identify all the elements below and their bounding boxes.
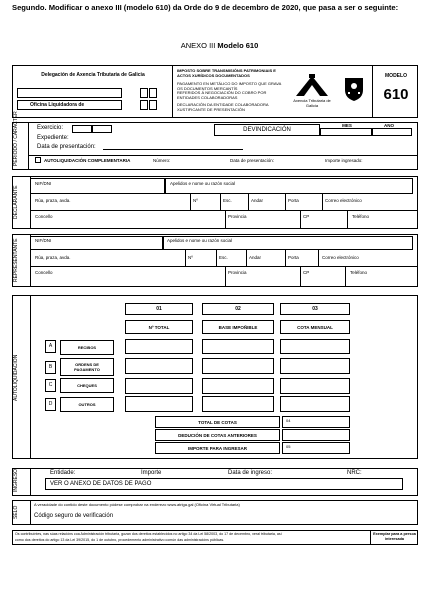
- representante-correo-label: Correo electrónico: [322, 255, 359, 260]
- representante-telefono-label: Teléfono: [350, 270, 368, 275]
- declarante-porta-label: Porta: [288, 198, 299, 203]
- exercicio-field-2[interactable]: [92, 125, 112, 133]
- exemplar-label: Exemplar para a persoa interesada: [373, 532, 416, 541]
- data-presentacion-label: Data de presentación:: [37, 144, 96, 150]
- declarante-telefono-label: Teléfono: [352, 214, 370, 219]
- nrc-label: NRC:: [347, 470, 362, 476]
- codigo-seguro-label: Código seguro de verificación: [34, 513, 114, 519]
- delegacion-code-2[interactable]: [149, 88, 157, 98]
- row-a-label: RECIBOS: [77, 345, 97, 350]
- declarante-num-label: Nº: [193, 198, 198, 203]
- base-imponible-label: BASE IMPOÑIBLE: [218, 325, 258, 330]
- footer-text-2: como dos dereitos do artigo 13 da Lei 39/2015, do 1 de outubro, procedemento administrativo común das administracións públicas.: [15, 538, 225, 542]
- total-cotas-field[interactable]: [282, 416, 350, 428]
- total-cotas-label: TOTAL DE COTAS: [198, 420, 237, 425]
- row-c-n-total[interactable]: [125, 378, 193, 394]
- deducion-field[interactable]: [282, 429, 350, 441]
- modelo-label: MODELO: [385, 73, 407, 79]
- autoliq-complementaria-label: AUTOLIQUIDACIÓN COMPLEMENTARIA: [44, 158, 131, 163]
- ingreso-importe-label: Importe: [141, 470, 162, 476]
- representante-porta-label: Porta: [288, 255, 299, 260]
- row-d-n-total[interactable]: [125, 396, 193, 412]
- row-c-label: CHEQUES: [77, 383, 97, 388]
- data-ingreso-label: Data de ingreso:: [228, 470, 273, 476]
- declarante-nif-label: NIF/DNI: [35, 181, 52, 186]
- row-a-base[interactable]: [202, 339, 274, 354]
- representante-rua-label: Rúa, praza, avda.: [35, 255, 71, 260]
- ver-anexo-label: VER O ANEXO DE DATOS DE PAGO: [50, 481, 152, 487]
- row-c-base[interactable]: [202, 378, 274, 394]
- col-02-code: 02: [235, 306, 241, 312]
- row-b-letter: B: [48, 364, 53, 370]
- row-c-letter: C: [48, 382, 53, 388]
- annex-model: Modelo 610: [217, 41, 259, 50]
- atriga-label: Axencia Tributaria de Galicia: [293, 98, 331, 108]
- row-b-base[interactable]: [202, 358, 274, 374]
- declarante-cp-label: CP: [303, 214, 310, 219]
- mes-label: MES: [342, 123, 352, 128]
- representante-provincia-label: Provincia: [228, 270, 247, 275]
- exercicio-field-1[interactable]: [72, 125, 92, 133]
- col-01-code: 01: [156, 306, 162, 312]
- oficina-label: Oficina Liquidadora de: [30, 102, 85, 108]
- data-presentacion2-label: Data de presentación:: [230, 158, 275, 163]
- modelo-number: 610: [383, 86, 409, 103]
- annex-prefix: ANEXO III: [180, 41, 216, 50]
- expediente-label: Expediente:: [37, 135, 69, 141]
- importe-ingresar-code: 05: [286, 444, 291, 449]
- declarante-correo-label: Correo electrónico: [325, 198, 362, 203]
- row-a-n-total[interactable]: [125, 339, 193, 354]
- col-03-code: 03: [312, 306, 318, 312]
- row-c-cota[interactable]: [280, 378, 350, 394]
- tax-line-2: REFERIDOS Á NEGOCIACIÓN DO COBRO POR ENTIDADES COLABORADORAS: [177, 90, 267, 100]
- row-d-label: OUTROS: [78, 402, 96, 407]
- representante-andar-label: Andar: [249, 255, 262, 260]
- n-total-label: Nº TOTAL: [148, 325, 170, 330]
- periodo-side-label: PERÍODO / CARÁCTER: [13, 111, 19, 166]
- intro-text: Segundo. Modificar o anexo III (modelo 610) da Orde do 9 de decembro de 2020, que pasa a ser o seguinte:: [12, 3, 399, 12]
- footer-text-1: Os contribuíntes, nas súas relacións coa Administración tributaria, gozan dos dereitos establecidos no artigo 34 da Lei 58/2003, do 17 de decembro, xeral tributaria, así: [15, 532, 282, 536]
- oficina-code-1[interactable]: [140, 100, 148, 110]
- deducion-label: DEDUCIÓN DE COTAS ANTERIORES: [178, 433, 257, 438]
- declarante-rua-label: Rúa, praza, avda.: [35, 198, 71, 203]
- ano-label: ANO: [384, 123, 394, 128]
- importe-ingresado-label: Importe ingresado:: [325, 158, 363, 163]
- ano-field[interactable]: [372, 128, 412, 136]
- row-a-letter: A: [48, 343, 53, 349]
- exercicio-label: Exercicio:: [37, 125, 64, 131]
- ingreso-side-label: INGRESO: [13, 468, 19, 492]
- representante-concello-label: Concello: [35, 270, 53, 275]
- selo-text: A veracidade do contido deste documento pódese comprobar na enderezo www.atriga.gal (Oficina Virtual Tributaria): [34, 502, 240, 507]
- autoliquidacion-side-label: AUTOLIQUIDACIÓN: [13, 354, 19, 401]
- total-cotas-code: 04: [286, 418, 291, 423]
- galicia-shield-icon: [343, 76, 365, 102]
- representante-esc-label: Esc.: [219, 255, 228, 260]
- devindicacion-label: DEVINDICACIÓN: [243, 127, 291, 133]
- row-d-letter: D: [48, 401, 53, 407]
- row-b-label: ORDENS DE PAGAMENTO: [74, 362, 100, 372]
- delegacion-field[interactable]: [17, 88, 122, 98]
- representante-side-label: REPRESENTANTE: [13, 238, 19, 283]
- representante-cp-label: CP: [303, 270, 310, 275]
- row-d-base[interactable]: [202, 396, 274, 412]
- representante-apelidos-label: Apelidos e nome ou razón social: [167, 238, 233, 243]
- cota-mensual-label: COTA MENSUAL: [297, 325, 333, 330]
- delegacion-code-1[interactable]: [140, 88, 148, 98]
- tax-title: IMPOSTO SOBRE TRANSMISIÓNS PATRIMONIAIS E ACTOS XURÍDICOS DOCUMENTADOS: [177, 68, 276, 78]
- mes-field[interactable]: [320, 128, 372, 136]
- declarante-side-label: DECLARANTE: [13, 185, 19, 220]
- delegacion-label: Delegación de Axencia Tributaria de Galicia: [41, 72, 145, 78]
- declarante-provincia-label: Provincia: [228, 214, 247, 219]
- tax-line-1: PAGAMENTO EN METÁLICO DO IMPOSTO QUE GRAVA OS DOCUMENTOS MERCANTÍS: [177, 81, 282, 91]
- numero-label: Número:: [153, 158, 171, 163]
- selo-side-label: SELO: [13, 505, 19, 520]
- autoliq-complementaria-checkbox[interactable]: [35, 157, 41, 163]
- oficina-code-2[interactable]: [149, 100, 157, 110]
- entidade-label: Entidade:: [50, 470, 76, 476]
- row-d-cota[interactable]: [280, 396, 350, 412]
- row-a-cota[interactable]: [280, 339, 350, 354]
- declarante-andar-label: Andar: [251, 198, 264, 203]
- row-b-cota[interactable]: [280, 358, 350, 374]
- row-b-n-total[interactable]: [125, 358, 193, 374]
- declarante-concello-label: Concello: [35, 214, 53, 219]
- representante-num-label: Nº: [188, 255, 193, 260]
- tax-line-3: DECLARACIÓN DA ENTIDADE COLABORADORA XUSTIFICANTE DE PRESENTACIÓN: [177, 102, 269, 112]
- importe-ingresar-field[interactable]: [282, 442, 350, 454]
- representante-nif-label: NIF/DNI: [35, 238, 52, 243]
- declarante-esc-label: Esc.: [223, 198, 232, 203]
- annex-title: [0, 41, 439, 50]
- oficina-field[interactable]: [17, 100, 122, 110]
- declarante-apelidos-label: Apelidos e nome ou razón social: [170, 181, 236, 186]
- importe-ingresar-label: IMPORTE PARA INGRESAR: [187, 446, 247, 451]
